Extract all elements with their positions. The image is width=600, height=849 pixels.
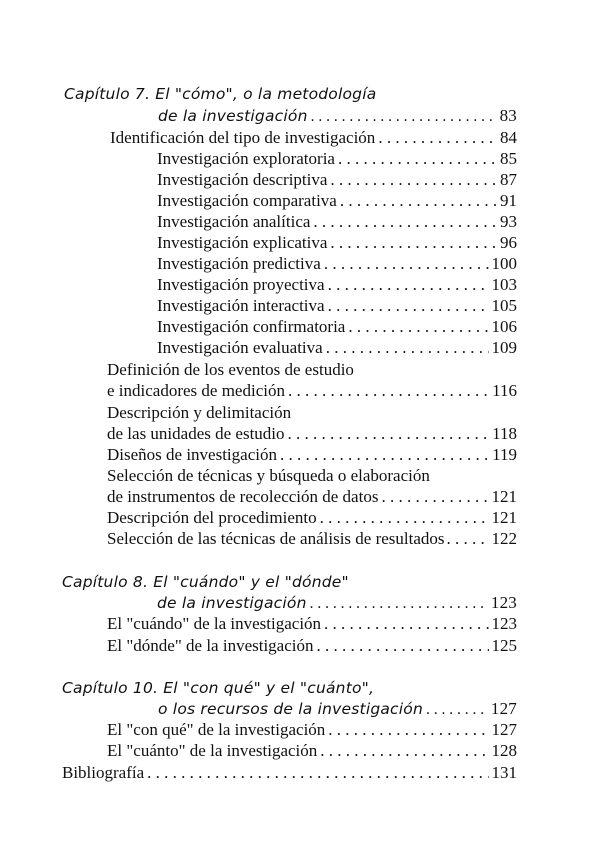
page-number: 105 xyxy=(491,296,517,315)
chapter-8-title-line1: Capítulo 8. El "cuándo" y el "dónde" xyxy=(62,573,349,591)
chapter-7-heading xyxy=(64,84,376,104)
page-number: 109 xyxy=(491,338,517,357)
page-number: 121 xyxy=(491,508,517,527)
dot-leader xyxy=(320,741,488,761)
dot-leader xyxy=(313,212,497,232)
dot-leader xyxy=(328,296,489,316)
entry-label: Descripción y delimitación xyxy=(107,403,292,422)
page-number: 127 xyxy=(491,720,517,739)
entry-label: Investigación analítica xyxy=(157,212,311,231)
page-number: 128 xyxy=(491,741,517,760)
page-number: 118 xyxy=(492,424,517,443)
toc-entry xyxy=(157,233,517,253)
entry-label: de instrumentos de recolección de datos xyxy=(107,487,379,506)
entry-label: Descripción del procedimiento xyxy=(107,508,317,527)
dot-leader xyxy=(447,529,490,549)
dot-leader xyxy=(320,508,489,528)
page-number: 93 xyxy=(500,212,517,231)
entry-label: Definición de los eventos de estudio xyxy=(107,360,354,379)
page-number: 96 xyxy=(500,233,517,252)
dot-leader xyxy=(326,338,489,358)
entry-label: Investigación confirmatoria xyxy=(157,317,346,336)
chapter-7-title-line2: de la investigación xyxy=(158,107,308,125)
entry-label: El "cuánto" de la investigación xyxy=(107,741,318,760)
dot-leader xyxy=(317,636,489,656)
toc-entry-bibliography xyxy=(62,763,517,783)
chapter-8-entry xyxy=(157,593,517,614)
toc-entry-line1 xyxy=(107,360,354,380)
toc-entry xyxy=(107,487,517,507)
page-number: 116 xyxy=(492,381,517,400)
entry-label: Investigación interactiva xyxy=(157,296,325,315)
page-number: 84 xyxy=(500,128,517,147)
page-number: 87 xyxy=(500,170,517,189)
entry-label: Diseños de investigación xyxy=(107,445,277,464)
entry-label: Investigación comparativa xyxy=(157,191,337,210)
toc-entry xyxy=(107,636,517,656)
page-number: 103 xyxy=(491,275,517,294)
page-number: 91 xyxy=(500,191,517,210)
toc-entry xyxy=(107,381,517,401)
page-number: 125 xyxy=(491,636,517,655)
dot-leader xyxy=(328,275,489,295)
dot-leader xyxy=(310,594,488,614)
dot-leader xyxy=(328,720,488,740)
dot-leader xyxy=(280,445,489,465)
toc-entry xyxy=(157,254,517,274)
dot-leader xyxy=(330,233,497,253)
dot-leader xyxy=(324,254,489,274)
dot-leader xyxy=(426,700,488,720)
entry-label: Bibliografía xyxy=(62,763,145,782)
chapter-10-heading xyxy=(62,678,374,698)
page-number: 127 xyxy=(490,699,517,718)
dot-leader xyxy=(348,317,488,337)
entry-label: de las unidades de estudio xyxy=(107,424,285,443)
toc-entry xyxy=(157,170,517,190)
page-number: 123 xyxy=(491,614,517,633)
chapter-10-title-line1: Capítulo 10. El "con qué" y el "cuánto", xyxy=(62,679,375,697)
page-number: 119 xyxy=(492,445,517,464)
toc-entry xyxy=(110,128,517,148)
dot-leader xyxy=(330,170,497,190)
entry-label: El "con qué" de la investigación xyxy=(107,720,326,739)
dot-leader xyxy=(288,424,490,444)
entry-label: e indicadores de medición xyxy=(107,381,285,400)
chapter-10-title-line2: o los recursos de la investigación xyxy=(158,700,423,718)
entry-label: Investigación proyectiva xyxy=(157,275,325,294)
page-number: 122 xyxy=(491,529,517,548)
toc-entry xyxy=(107,720,517,740)
toc-entry xyxy=(107,741,517,761)
toc-entry xyxy=(157,275,517,295)
toc-entry xyxy=(107,445,517,465)
chapter-7-title-line1: Capítulo 7. El "cómo", o la metodología xyxy=(64,85,377,103)
page-number: 131 xyxy=(491,763,517,782)
dot-leader xyxy=(288,381,489,401)
page-number: 100 xyxy=(491,254,517,273)
toc-entry-line1 xyxy=(107,403,291,423)
dot-leader xyxy=(340,191,497,211)
page-number: 121 xyxy=(491,487,517,506)
entry-label: Identificación del tipo de investigación xyxy=(110,128,376,147)
entry-label: El "dónde" de la investigación xyxy=(107,636,314,655)
entry-label: Investigación exploratoria xyxy=(157,149,335,168)
toc-entry xyxy=(157,296,517,316)
toc-entry xyxy=(157,149,517,169)
entry-label: Selección de técnicas y búsqueda o elaboración xyxy=(107,466,430,485)
entry-label: Investigación evaluativa xyxy=(157,338,323,357)
chapter-10-entry xyxy=(158,699,517,720)
toc-entry xyxy=(157,212,517,232)
dot-leader xyxy=(381,487,488,507)
dot-leader xyxy=(338,149,497,169)
chapter-8-title-line2: de la investigación xyxy=(157,594,307,612)
toc-entry xyxy=(107,424,517,444)
dot-leader xyxy=(147,763,488,783)
chapter-7-entry xyxy=(158,106,517,127)
dot-leader xyxy=(311,107,497,127)
toc-entry xyxy=(157,191,517,211)
toc-entry xyxy=(107,614,517,634)
entry-label: Investigación descriptiva xyxy=(157,170,328,189)
toc-entry xyxy=(107,508,517,528)
toc-entry xyxy=(157,317,517,337)
toc-entry xyxy=(107,529,517,549)
dot-leader xyxy=(378,128,497,148)
page-number: 83 xyxy=(499,106,517,125)
entry-label: Selección de las técnicas de análisis de resultados xyxy=(107,529,445,548)
chapter-8-heading xyxy=(62,572,349,592)
page-number: 85 xyxy=(500,149,517,168)
page-number: 106 xyxy=(491,317,517,336)
page-number: 123 xyxy=(490,593,517,612)
entry-label: Investigación explicativa xyxy=(157,233,328,252)
toc-entry xyxy=(157,338,517,358)
dot-leader xyxy=(324,614,488,634)
entry-label: El "cuándo" de la investigación xyxy=(107,614,322,633)
toc-entry-line1 xyxy=(107,466,430,486)
entry-label: Investigación predictiva xyxy=(157,254,321,273)
